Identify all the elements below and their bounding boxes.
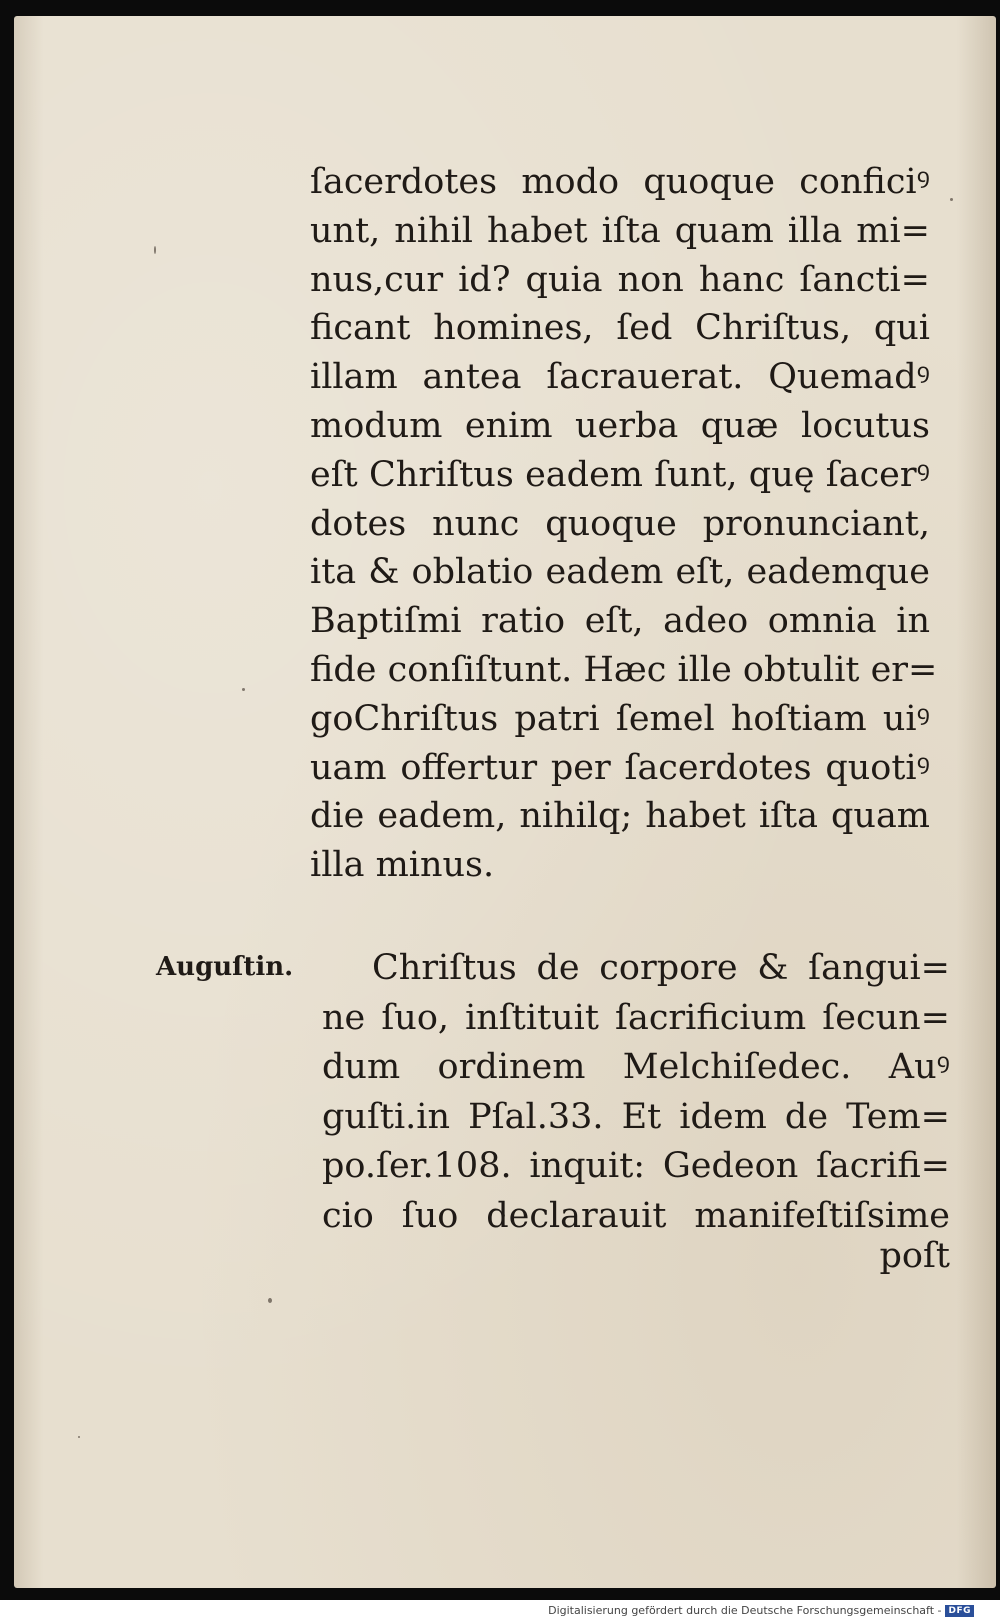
digitization-footer — [548, 1604, 974, 1617]
text-line: Baptiſmi ratio eſt, adeo omnia in — [310, 601, 930, 642]
text-line: illa minus. — [310, 845, 495, 886]
text-line: Chriſtus de corpore & ſangui= — [372, 948, 950, 988]
catchword: poſt — [879, 1236, 950, 1276]
text-line: cio ſuo declarauit manifeſtiſsime — [322, 1195, 950, 1236]
text-line: dotes nunc quoque pronunciant, — [310, 503, 930, 544]
marginal-note: Auguſtin. — [156, 952, 294, 982]
text-line: po.ſer.108. inquit: Gedeon ſacrifi= — [322, 1146, 950, 1187]
text-line: ficant homines, ſed Chriſtus, qui — [310, 308, 930, 349]
text-line: unt, nihil habet iſta quam illa mi= — [310, 210, 930, 251]
text-line: ita & oblatio eadem eſt, eademque — [310, 552, 930, 593]
text-line: ſacerdotes modo quoque conficiꝰ — [310, 162, 930, 202]
text-line: dum ordinem Melchiſedec. Auꝰ — [322, 1047, 950, 1088]
second-paragraph — [322, 944, 950, 1242]
text-line: uam offertur per ſacerdotes quotiꝰ — [310, 747, 930, 788]
text-line: fide conſiſtunt. Hæc ille obtulit er= — [310, 649, 938, 690]
text-line: nus,cur id? quia non hanc ſancti= — [310, 259, 930, 300]
text-line: guſti.in Pſal.33. Et idem de Tem= — [322, 1096, 950, 1137]
footer-credit: Digitalisierung gefördert durch die Deutsche Forschungsgemeinschaft - — [548, 1604, 942, 1617]
text-line: illam antea ſacrauerat. Quemadꝰ — [310, 357, 930, 398]
text-line: die eadem, nihilq; habet iſta quam — [310, 796, 930, 837]
text-line: eſt Chriſtus eadem ſunt, quę ſacerꝰ — [310, 454, 930, 495]
dfg-logo: DFG — [945, 1605, 974, 1617]
text-line: modum enim uerba quæ locutus — [310, 405, 930, 446]
text-line: goChriſtus patri ſemel hoſtiam uiꝰ — [310, 698, 930, 739]
text-line: ne ſuo, inſtituit ſacrificium ſecun= — [322, 997, 950, 1038]
main-paragraph — [310, 158, 938, 890]
